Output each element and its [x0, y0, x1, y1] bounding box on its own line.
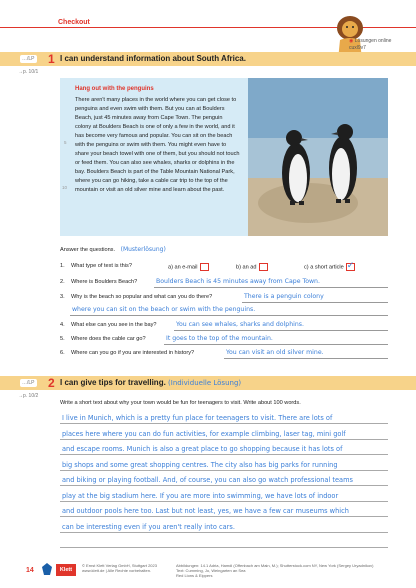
online-icon: ◉: [349, 38, 354, 44]
option-c: c) a short article ✓: [304, 261, 355, 271]
answer-note: (Musterlösung): [120, 246, 166, 253]
page-number: 14: [26, 567, 34, 574]
writing-line: [60, 516, 388, 517]
question-1: 1. What type of text is this? a) an e-mail b) an ad c) a short article ✓: [60, 261, 355, 271]
answer-line-3b: [70, 315, 388, 316]
klett-emblem-icon: [42, 563, 52, 575]
section1-number: 1: [48, 52, 55, 66]
section2-title: I can give tips for travelling. (Individuelle Lösung): [60, 378, 242, 387]
checkbox-b[interactable]: [259, 263, 268, 271]
writing-line: [60, 485, 388, 486]
writing-text-line: I live in Munich, which is a pretty fun place for teenagers to visit. There are lots of: [62, 414, 333, 422]
check-mark-icon: ✓: [346, 261, 355, 271]
reading-text: There aren't many places in the world where you can get close to penguins and even swim with them. But you can at Boulders Beach, just 45 minutes away from Cape Town. The penguin colony at Boulders Beach is one of only a few in the world, and it has become very famous and popular. You can sit on the beach with the penguins or swim with them. You might even have to share your beach towel with one of them, but you should not touch or feed them. You can also see whales, sharks or dolphins in the bay. Boulders Beach is part of the Table Mountain National Park, where you can go hiking, take a cable car trip to the top of the mountain or visit an old silver mine and learn about the past.: [75, 97, 240, 193]
checkbox-a[interactable]: [200, 263, 209, 271]
writing-text-line: and escape rooms. Munich is also a great place to go shopping because it has lots of: [62, 445, 343, 453]
section2-score-tag: …/LP: [22, 380, 35, 386]
line-number-10: 10: [62, 185, 68, 190]
answer-line-2: [154, 287, 388, 288]
answer-4: You can see whales, sharks and dolphins.: [176, 321, 304, 328]
writing-text-line: big shops and some great shopping centres. The city also has big parks for running: [62, 460, 338, 469]
reading-title: Hang out with the penguins: [75, 86, 154, 92]
copyright-text: © Ernst Klett Verlag GmbH, Stuttgart 2023 www.klett.de | Alle Rechte vorbehalten.: [82, 563, 157, 573]
line-number-5: 5: [64, 140, 67, 145]
writing-line: [60, 470, 388, 471]
writing-line: [60, 532, 388, 533]
section2-number: 2: [48, 376, 55, 390]
writing-line: [60, 501, 388, 502]
section2-note: (Individuelle Lösung): [168, 379, 242, 387]
section2-instruction: Write a short text about why your town would be fun for teenagers to visit. Write about 100 words.: [60, 400, 301, 406]
option-b: b) an ad: [236, 263, 268, 271]
writing-line: [60, 423, 388, 424]
answer-line-5: [164, 344, 388, 345]
answer-6: You can visit an old silver mine.: [226, 349, 324, 356]
writing-line: [60, 439, 388, 440]
question-6: 6. Where can you go if you are interested in history?: [60, 350, 195, 356]
writing-line: [60, 454, 388, 455]
checkbox-c[interactable]: [346, 263, 355, 271]
writing-text-line: play at the big stadium here. If you are more into swimming, we have lots of indoor: [62, 491, 339, 500]
publisher-logo: Klett: [56, 564, 76, 576]
writing-line: [60, 547, 388, 548]
answer-line-3a: [242, 302, 388, 303]
writing-text-line: can be interesting even if you aren't really into cars.: [62, 522, 235, 531]
answer-3a: There is a penguin colony: [244, 293, 324, 300]
page-title: Checkout: [58, 19, 90, 26]
question-5: 5. Where does the cable car go?: [60, 336, 146, 342]
answer-line-4: [174, 330, 388, 331]
online-solutions-label: ◉ Lösungen online cuxl9v7: [349, 38, 392, 51]
section1-title: I can understand information about South Africa.: [60, 54, 246, 63]
question-3: 3. Why is the beach so popular and what can you do there?: [60, 294, 213, 300]
section2-page-ref: →p. 10/2: [18, 393, 39, 399]
answer-line-6: [224, 358, 388, 359]
writing-text-line: places here where you can do fun activities, for example climbing, laser tag, mini golf: [62, 429, 346, 438]
question-4: 4. What else can you see in the bay?: [60, 322, 157, 328]
question-2: 2. Where is Boulders Beach?: [60, 279, 138, 285]
credits-text: Abbildungen: 14.1 Adria, Hamdi (Offenbach am Main, M.); Shutterstock.com NY, New York (Sergey Uryadnikov) Text: Cumming, Jo, Weingarten an Sea Red Lions & Eippers: [176, 563, 374, 578]
section2-header: [0, 376, 416, 390]
answer-5: It goes to the top of the mountain.: [166, 335, 273, 342]
answer-2: Boulders Beach is 45 minutes away from Cape Town.: [156, 278, 320, 285]
section1-page-ref: →p. 10/1: [18, 69, 39, 75]
section1-header: [0, 52, 416, 66]
section1-score-tag: …/LP: [22, 56, 35, 62]
option-a: a) an e-mail: [168, 263, 209, 271]
writing-text-line: and biking or playing football. And, of course, you can also go watch professional teams: [62, 476, 353, 484]
penguins-photo: [248, 78, 388, 236]
answer-intro: Answer the questions. (Musterlösung): [60, 246, 166, 253]
writing-text-line: and outdoor pools here too. Last but not least, yes, we have a few car museums which: [62, 507, 349, 515]
answer-3b: where you can sit on the beach or swim with the penguins.: [72, 306, 256, 313]
